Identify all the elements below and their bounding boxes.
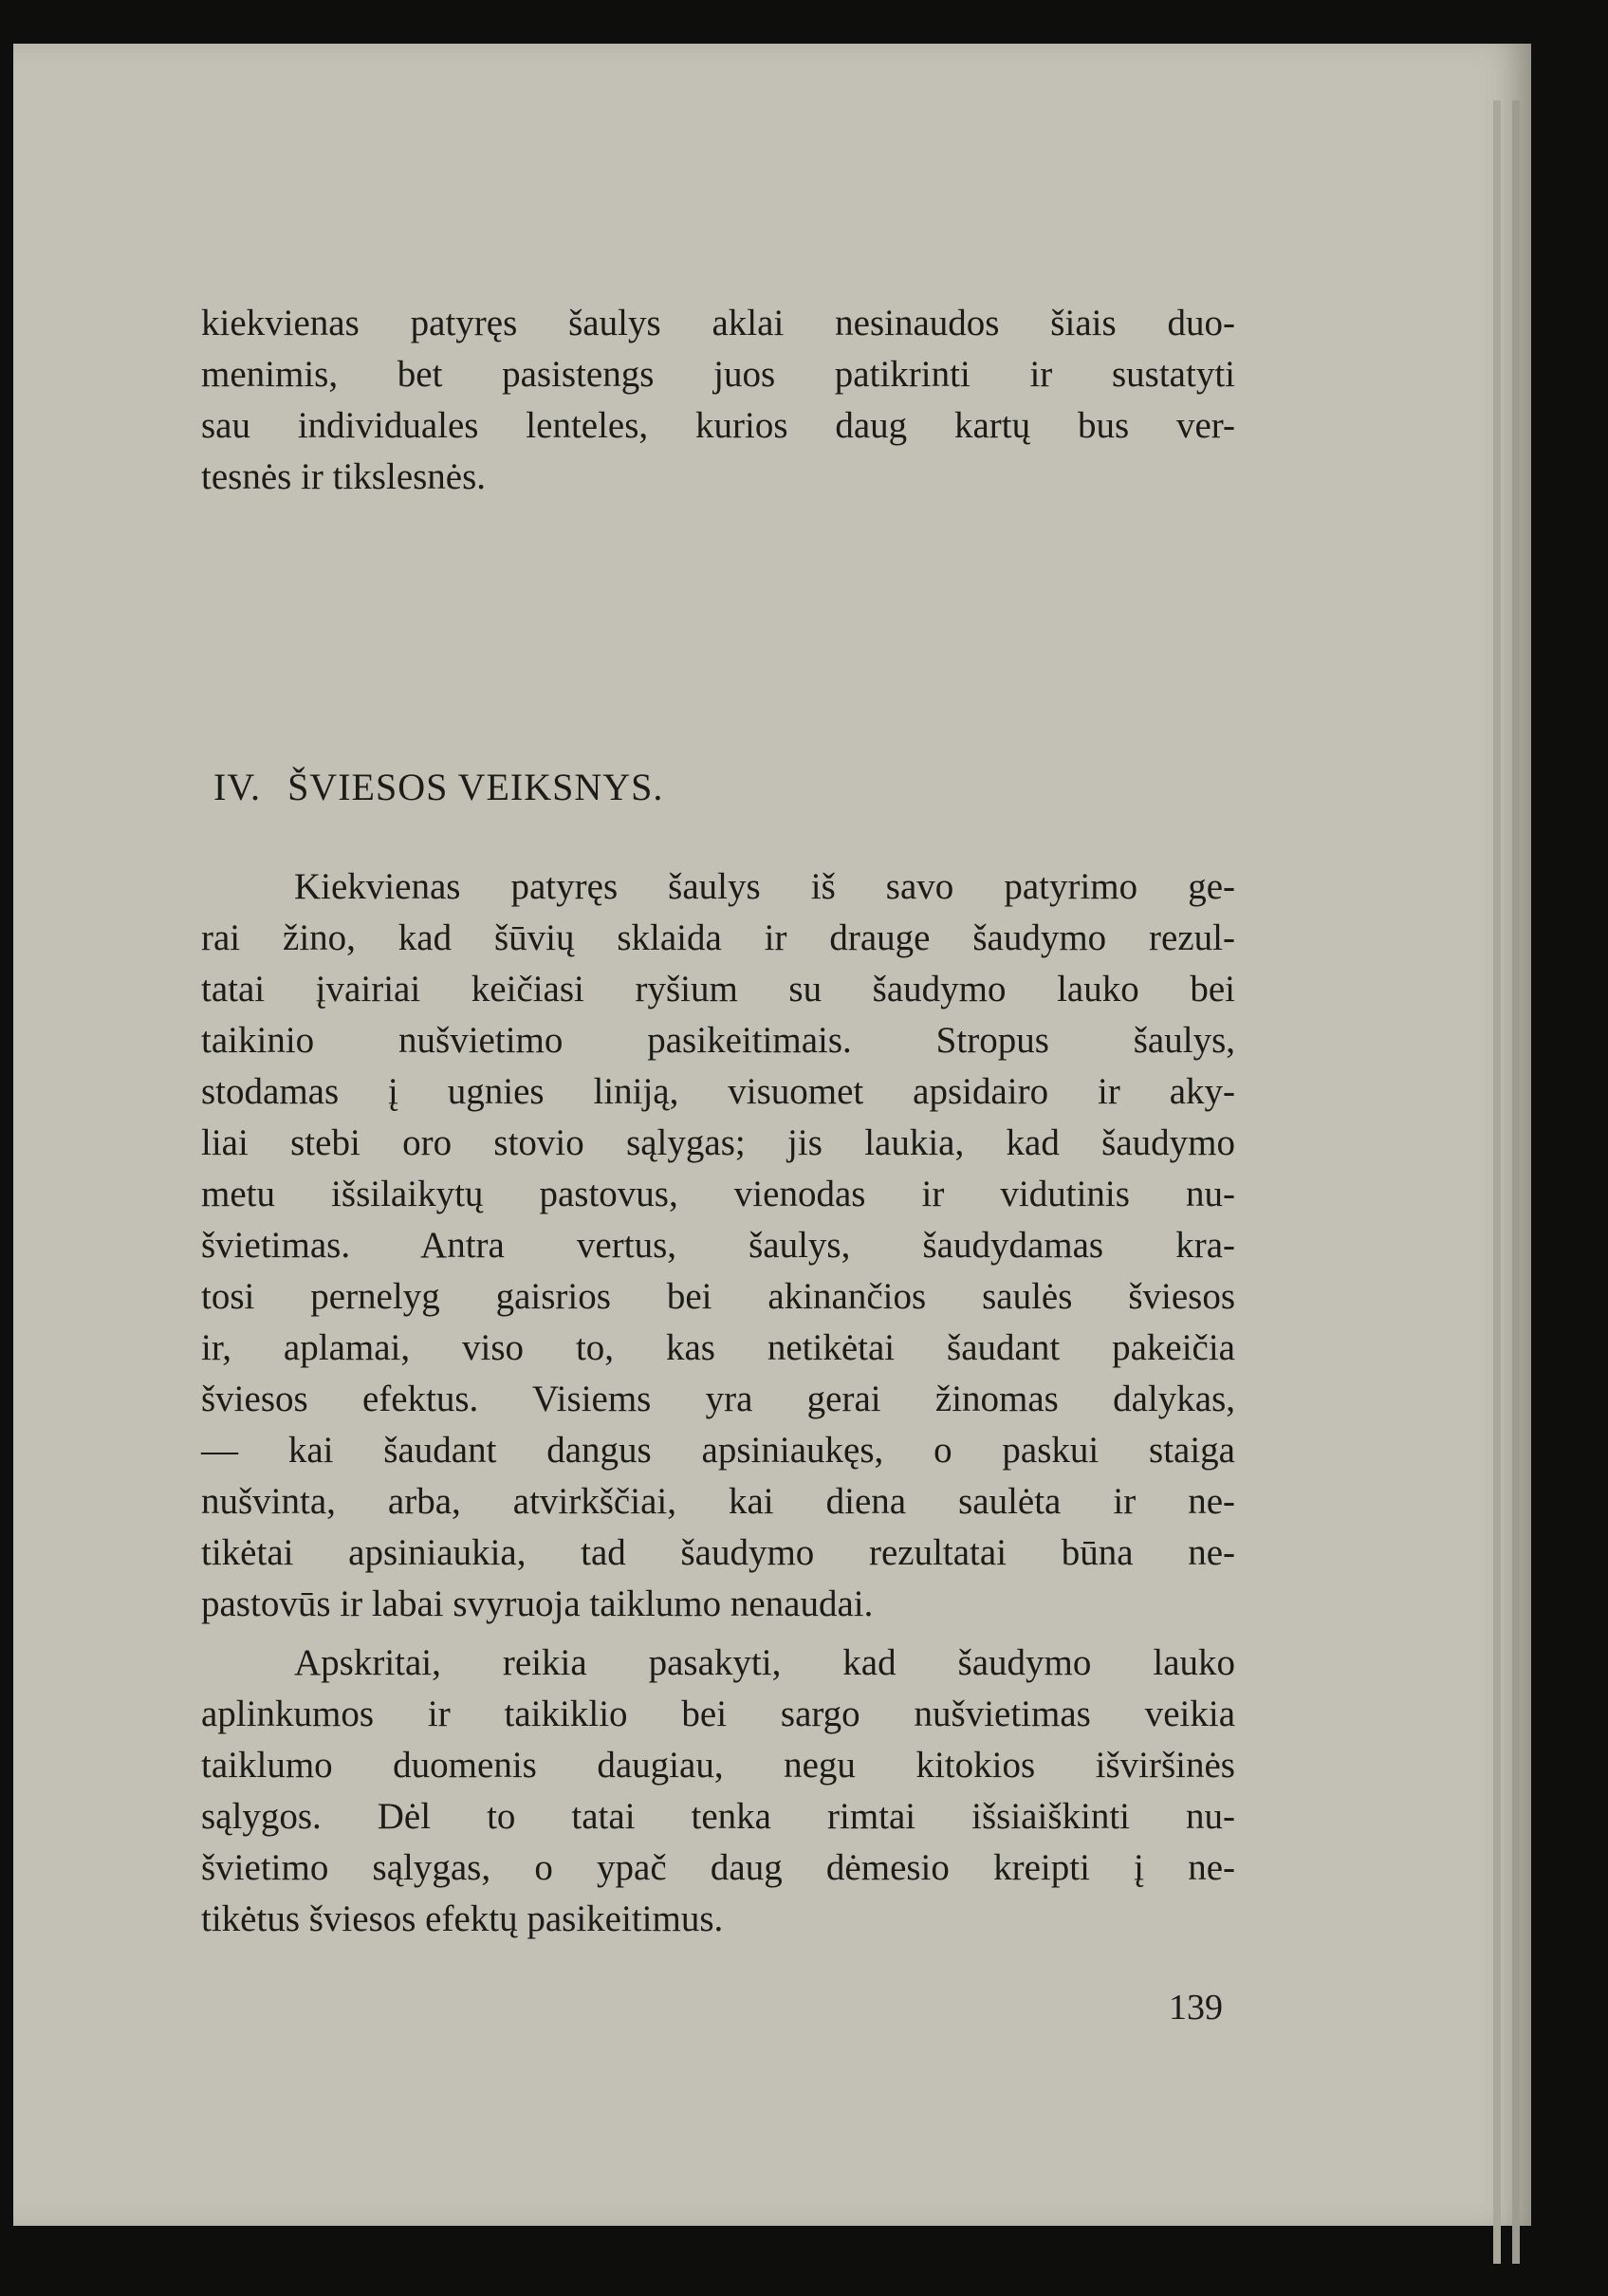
text-line: kiekvienas patyręs šaulys aklai nesinaudos šiais duo- <box>201 303 1235 343</box>
text-line: tikėtus šviesos efektų pasikeitimus. <box>201 1898 724 1939</box>
text-line: švietimas. Antra vertus, šaulys, šaudydamas kra- <box>201 1225 1235 1266</box>
text-line: nušvinta, arba, atvirkščiai, kai diena saulėta ir ne- <box>201 1481 1235 1522</box>
text-line: rai žino, kad šūvių sklaida ir drauge šaudymo rezul- <box>201 917 1235 958</box>
text-line: Kiekvienas patyręs šaulys iš savo patyrimo ge- <box>294 866 1235 907</box>
text-line: sąlygos. Dėl to tatai tenka rimtai išsiaiškinti nu- <box>201 1796 1235 1837</box>
text-line: tosi pernelyg gaisrios bei akinančios saulės šviesos <box>201 1276 1235 1317</box>
text-line: švietimo sąlygas, o ypač daug dėmesio kreipti į ne- <box>201 1847 1235 1888</box>
paragraph-1 <box>201 861 1235 1630</box>
text-line: Apskritai, reikia pasakyti, kad šaudymo lauko <box>294 1642 1235 1683</box>
section-title: ŠVIESOS VEIKSNYS. <box>287 766 664 808</box>
text-line: menimis, bet pasistengs juos patikrinti ir sustatyti <box>201 354 1235 395</box>
text-line: stodamas į ugnies liniją, visuomet apsidairo ir aky- <box>201 1071 1235 1112</box>
page-edge <box>1512 101 1520 2264</box>
text-line: aplinkumos ir taikiklio bei sargo nušvietimas veikia <box>201 1694 1235 1734</box>
text-line: šviesos efektus. Visiems yra gerai žinomas dalykas, <box>201 1379 1235 1419</box>
text-line: tatai įvairiai keičiasi ryšium su šaudymo lauko bei <box>201 969 1235 1009</box>
text-line: metu išsilaikytų pastovus, vienodas ir vidutinis nu- <box>201 1174 1235 1214</box>
text-line: taiklumo duomenis daugiau, negu kitokios išviršinės <box>201 1745 1235 1786</box>
section-number: IV. <box>213 766 262 808</box>
page-number: 139 <box>1169 1988 1223 2028</box>
page-edge <box>1493 101 1501 2264</box>
text-line: — kai šaudant dangus apsiniaukęs, o paskui staiga <box>201 1430 1235 1471</box>
text-line: pastovūs ir labai svyruoja taiklumo nenaudai. <box>201 1583 874 1624</box>
text-line: tesnės ir tikslesnės. <box>201 456 487 497</box>
text-line: liai stebi oro stovio sąlygas; jis laukia, kad šaudymo <box>201 1122 1235 1163</box>
paragraph-2 <box>201 1638 1235 1945</box>
text-line: sau individuales lenteles, kurios daug kartų bus ver- <box>201 405 1235 446</box>
text-line: tikėtai apsiniaukia, tad šaudymo rezultatai būna ne- <box>201 1532 1235 1573</box>
text-line: taikinio nušvietimo pasikeitimais. Stropus šaulys, <box>201 1020 1235 1061</box>
text-line: ir, aplamai, viso to, kas netikėtai šaudant pakeičia <box>201 1327 1235 1368</box>
section-heading <box>213 765 690 809</box>
paragraph-continuation <box>201 298 1235 503</box>
